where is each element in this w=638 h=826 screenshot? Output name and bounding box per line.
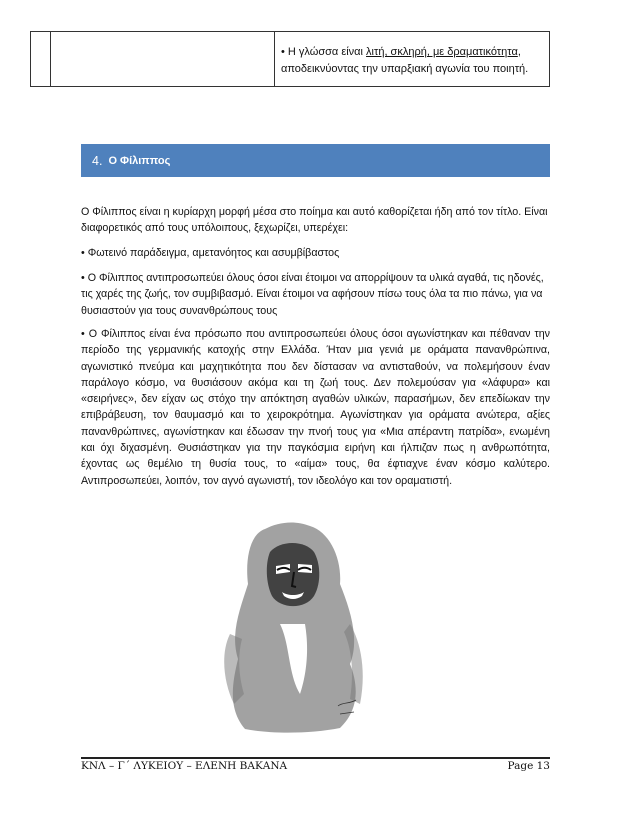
portrait-sketch-image bbox=[210, 514, 375, 736]
continuation-table bbox=[30, 31, 550, 87]
section-title: Ο Φίλιππος bbox=[108, 154, 171, 167]
bullet-paragraph-2: • Ο Φίλιππος αντιπροσωπεύει όλους όσοι είναι έτοιμοι να απορρίψουν τα υλικά αγαθά, τις ηδονές, τις χαρές της ζωής, τον συμβιβασμό. Είναι έτοιμοι να αφήσουν πίσω τους όλα τα πιο πάνω, για να θυσιαστούν για τους συνανθρώπους τους bbox=[81, 272, 544, 317]
table-underlined-text: λιτή, σκληρή, με δραματικότητα bbox=[366, 46, 518, 58]
bullet-paragraph-1: • Φωτεινό παράδειγμα, αμετανόητος και ασυμβίβαστος bbox=[81, 247, 340, 259]
section-number: 4. bbox=[92, 153, 103, 168]
table-cell-2 bbox=[50, 32, 275, 86]
table-cell-1 bbox=[31, 32, 51, 86]
intro-paragraph: Ο Φίλιππος είναι η κυρίαρχη μορφή μέσα στο ποίημα και αυτό καθορίζεται ήδη από τον τίτλο. Είναι διαφορετικός από τους υπόλοιπους, ξεχωρίζει, υπερέχει: bbox=[81, 206, 548, 235]
table-bullet-text: • Η γλώσσα είναι bbox=[281, 46, 367, 58]
table-cell-3 bbox=[281, 44, 549, 78]
footer-rule bbox=[81, 757, 550, 759]
footer-left-text: ΚΝΛ – Γ΄ ΛΥΚΕΙΟΥ – ΕΛΕΝΗ ΒΑΚΑΝΑ bbox=[81, 760, 288, 772]
section-heading bbox=[81, 144, 550, 177]
table-tail-text: , αποδεικνύοντας την υπαρξιακή αγωνία του ποιητή. bbox=[281, 46, 529, 75]
bullet-paragraph-3: • Ο Φίλιππος είναι ένα πρόσωπο που αντιπροσωπεύει όλους όσοι αγωνίστηκαν και πέθαναν την περίοδο της γερμανικής κατοχής στην Ελλάδα. Ήταν μια γενιά με οράματα πανανθρώπινα, αγωνιστικό πνεύμα και μαχητικότητα που δεν δίστασαν να αντισταθούν, να πολεμήσουν έναν παράλογο κόσμο, να θυσιάσουν ακόμα και τη ζωή τους. Δεν πολεμούσαν για «λάφυρα» και «σειρήνες», δεν είχαν ως στόχο την απόκτηση αγαθών υλικών, παρασήμων, δεν επεδίωκαν την επιβράβευση, τον θαυμασμό και το χειροκρότημα. Αγωνίστηκαν για οράματα ανώτερα, αξίες πανανθρώπινες, αγωνίστηκαν και έδωσαν την πνοή τους για «Μια απέραντη πατρίδα», ενωμένη και όχι διχασμένη. Θυσιάστηκαν για την παγκόσμια ειρήνη και ήλπιζαν πως η ανθρωπότητα, έχοντας ως θεμέλιο τη θυσία τους, το «αίμα» τους, θα έφτιαχνε έναν κόσμο καλύτερο. Αντιπροσωπεύει, λοιπόν, τον αγνό αγωνιστή, τον ιδεολόγο και τον οραματιστή. bbox=[81, 328, 550, 487]
page-number: Page 13 bbox=[507, 760, 550, 772]
